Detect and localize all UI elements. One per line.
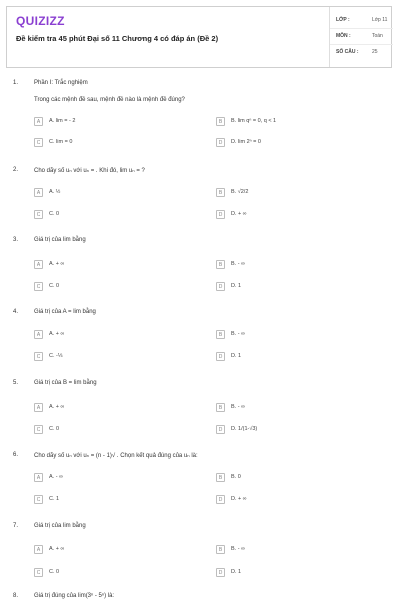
meta-key: SỐ CÂU :: [336, 49, 359, 55]
option-letter-box[interactable]: B: [216, 188, 225, 197]
option-text: C. 0: [49, 426, 60, 432]
option-letter-box[interactable]: D: [216, 352, 225, 361]
option-text: A. - ∞: [49, 474, 64, 480]
option-letter-box[interactable]: D: [216, 282, 225, 291]
option-letter-box[interactable]: D: [216, 138, 225, 147]
option-text: D. + ∞: [231, 211, 247, 217]
option-letter-box[interactable]: B: [216, 330, 225, 339]
option-text: B. - ∞: [231, 331, 246, 337]
question-text: Giá trị của lim bằng: [34, 523, 86, 529]
option-text: A. + ∞: [49, 331, 65, 337]
option-text: C. -⅓: [49, 353, 63, 359]
question-number: 8.: [13, 593, 19, 599]
section-title: Phần I: Trắc nghiệm: [34, 80, 88, 86]
document-header: [6, 6, 392, 68]
option-text: B. 0: [231, 474, 241, 480]
question-text: Giá trị của B = lim bằng: [34, 380, 97, 386]
meta-row-question-count: [330, 44, 393, 59]
question-text: Cho dãy số uₙ với uₙ = . Khi đó, lim uₙ = ?: [34, 168, 145, 174]
meta-value: 25: [372, 49, 378, 55]
option-letter-box[interactable]: C: [34, 352, 43, 361]
question-number: 4.: [13, 309, 19, 315]
option-letter-box[interactable]: D: [216, 210, 225, 219]
option-letter-box[interactable]: A: [34, 473, 43, 482]
option-text: C. lim = 0: [49, 139, 73, 145]
question-number: 3.: [13, 237, 19, 243]
option-text: B. - ∞: [231, 261, 246, 267]
document-title: Đề kiểm tra 45 phút Đại số 11 Chương 4 có đáp án (Đề 2): [16, 34, 219, 43]
question-number: 7.: [13, 523, 19, 529]
option-letter-box[interactable]: A: [34, 545, 43, 554]
option-letter-box[interactable]: B: [216, 545, 225, 554]
option-text: C. 0: [49, 211, 60, 217]
question-number: 6.: [13, 452, 19, 458]
meta-row-class: [330, 13, 393, 27]
option-text: B. √2/2: [231, 189, 249, 195]
option-text: C. 1: [49, 496, 60, 502]
option-text: D. lim 2ⁿ = 0: [231, 139, 261, 145]
option-letter-box[interactable]: B: [216, 403, 225, 412]
meta-row-subject: [330, 28, 393, 43]
option-letter-box[interactable]: A: [34, 330, 43, 339]
meta-value: Toán: [372, 33, 383, 39]
question-number: 5.: [13, 380, 19, 386]
question-text: Giá trị đúng của lim(3ⁿ - 5ⁿ) là:: [34, 593, 115, 599]
option-text: D. 1: [231, 353, 242, 359]
option-letter-box[interactable]: B: [216, 473, 225, 482]
option-letter-box[interactable]: D: [216, 495, 225, 504]
option-letter-box[interactable]: A: [34, 117, 43, 126]
option-text: D. 1: [231, 569, 242, 575]
option-text: A. + ∞: [49, 404, 65, 410]
question-number: 1.: [13, 80, 19, 86]
option-text: B. lim qⁿ = 0, q < 1: [231, 118, 277, 124]
question-text: Trong các mệnh đề sau, mệnh đề nào là mệnh đề đúng?: [34, 97, 185, 103]
quizizz-logo: QUIZIZZ: [16, 14, 65, 28]
question-text: Cho dãy số uₙ với uₙ = (n - 1)√ . Chọn kết quả đúng của uₙ là:: [34, 453, 198, 459]
option-letter-box[interactable]: A: [34, 188, 43, 197]
question-text: Giá trị của lim bằng: [34, 237, 86, 243]
meta-value: Lớp 11: [372, 17, 388, 23]
option-letter-box[interactable]: D: [216, 425, 225, 434]
question-number: 2.: [13, 167, 19, 173]
option-letter-box[interactable]: A: [34, 403, 43, 412]
option-text: D. 1: [231, 283, 242, 289]
option-letter-box[interactable]: C: [34, 282, 43, 291]
option-letter-box[interactable]: C: [34, 495, 43, 504]
option-text: B. - ∞: [231, 404, 246, 410]
option-text: A. ½: [49, 189, 61, 195]
option-letter-box[interactable]: B: [216, 117, 225, 126]
option-letter-box[interactable]: C: [34, 210, 43, 219]
option-text: B. - ∞: [231, 546, 246, 552]
option-text: C. 0: [49, 569, 60, 575]
question-text: Giá trị của A = lim bằng: [34, 309, 96, 315]
meta-key: MÔN :: [336, 33, 351, 39]
meta-key: LỚP :: [336, 17, 350, 23]
option-text: A. lim = - 2: [49, 118, 76, 124]
option-letter-box[interactable]: B: [216, 260, 225, 269]
option-letter-box[interactable]: A: [34, 260, 43, 269]
option-letter-box[interactable]: C: [34, 425, 43, 434]
meta-table: [329, 7, 393, 67]
option-text: C. 0: [49, 283, 60, 289]
option-text: A. + ∞: [49, 546, 65, 552]
option-letter-box[interactable]: C: [34, 138, 43, 147]
option-text: D. + ∞: [231, 496, 247, 502]
option-letter-box[interactable]: D: [216, 568, 225, 577]
option-text: A. + ∞: [49, 261, 65, 267]
option-text: D. 1/(1-√3): [231, 426, 258, 432]
option-letter-box[interactable]: C: [34, 568, 43, 577]
